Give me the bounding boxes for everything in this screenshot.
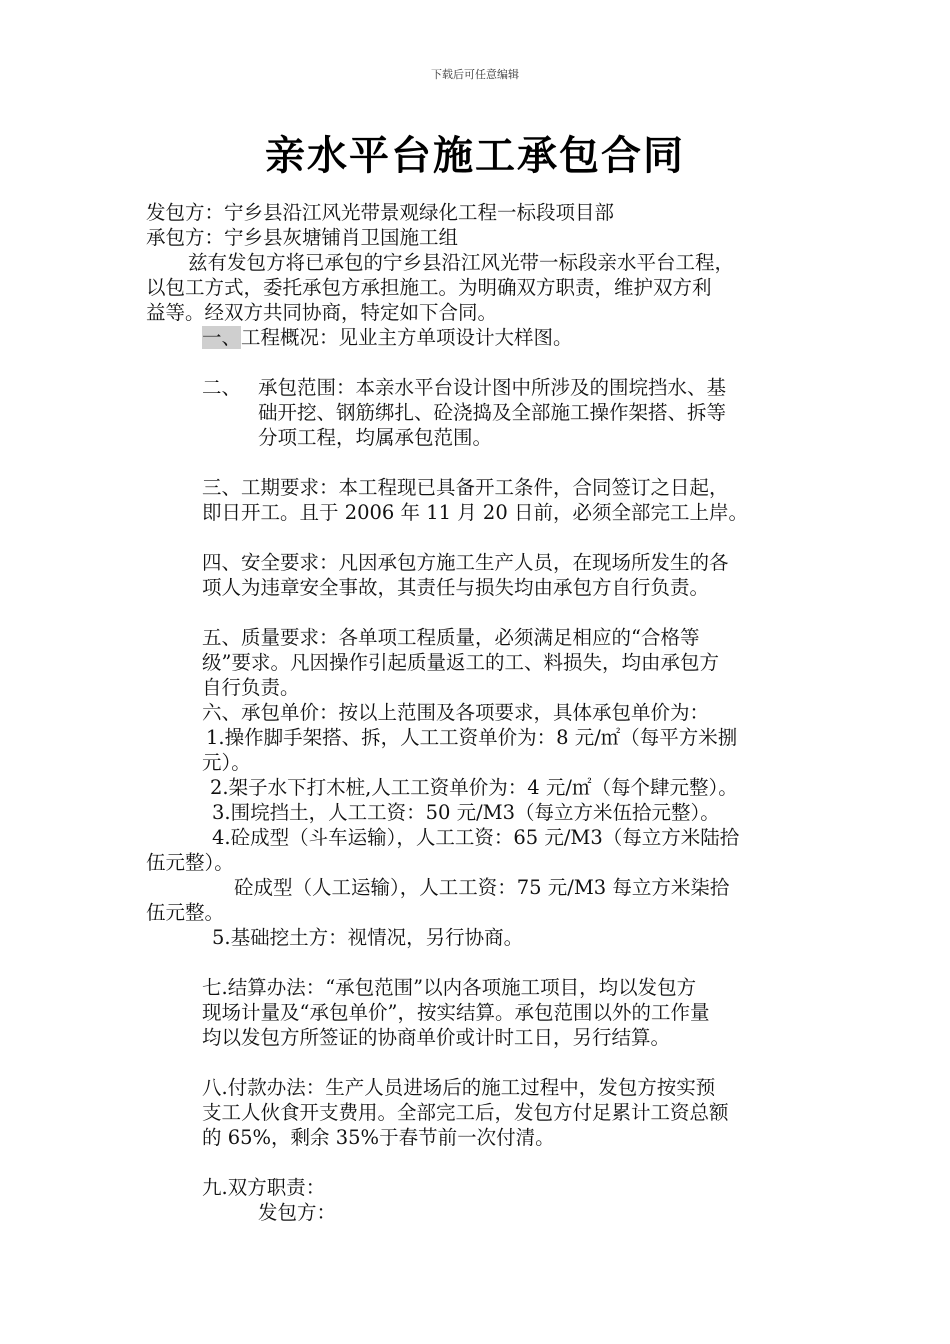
- section-2-line-3: 分项工程，均属承包范围。: [258, 426, 493, 449]
- section-6-heading: 六、承包单价：按以上范围及各项要求，具体承包单价为：: [202, 701, 710, 724]
- section-8-line-2: 支工人伙食开支费用。全部完工后，发包方付足累计工资总额: [202, 1101, 729, 1124]
- section-9-party-a: 发包方：: [258, 1201, 337, 1224]
- section-6-item-4: 4.砼成型（斗车运输），人工工资：65 元/M3（每立方米陆拾: [212, 826, 740, 849]
- intro-line-3: 益等。经双方共同协商，特定如下合同。: [146, 301, 498, 324]
- section-4-line-1: 四、安全要求：凡因承包方施工生产人员，在现场所发生的各: [202, 551, 729, 574]
- intro-line-1: 兹有发包方将已承包的宁乡县沿江风光带一标段亲水平台工程，: [188, 251, 735, 274]
- section-1-number: 一、: [202, 326, 242, 349]
- section-9-heading: 九.双方职责：: [202, 1176, 326, 1199]
- section-2-line-1: 承包范围：本亲水平台设计图中所涉及的围垸挡水、基: [258, 376, 727, 399]
- section-1-text: 工程概况：见业主方单项设计大样图。: [241, 326, 573, 349]
- section-6-item-5: 5.基础挖土方：视情况，另行协商。: [212, 926, 524, 949]
- section-6-item-1-cont: 元）。: [202, 751, 251, 774]
- section-8-line-3: 的 65%，剩余 35%于春节前一次付清。: [202, 1126, 555, 1149]
- section-7-line-2: 现场计量及“承包单价”，按实结算。承包范围以外的工作量: [202, 1001, 710, 1024]
- section-5-line-2: 级”要求。凡因操作引起质量返工的工、料损失，均由承包方: [202, 651, 719, 674]
- section-6-item-4b: 砼成型（人工运输），人工工资：75 元/M3 每立方米柒拾: [234, 876, 730, 899]
- section-7-line-1: 七.结算办法：“承包范围”以内各项施工项目，均以发包方: [202, 976, 697, 999]
- section-6-item-4b-cont: 伍元整。: [146, 901, 225, 924]
- intro-line-2: 以包工方式，委托承包方承担施工。为明确双方职责，维护双方利: [146, 276, 712, 299]
- section-6-item-4-cont: 伍元整）。: [146, 851, 234, 874]
- section-6-item-2: 2.架子水下打木桩,人工工资单价为：4 元/㎡（每个肆元整）。: [210, 776, 738, 799]
- section-2-number: 二、: [202, 376, 242, 399]
- party-a: 发包方：宁乡县沿江风光带景观绿化工程一标段项目部: [146, 201, 615, 224]
- document-title: 亲水平台施工承包合同: [265, 132, 685, 179]
- section-8-line-1: 八.付款办法：生产人员进场后的施工过程中，发包方按实预: [202, 1076, 716, 1099]
- section-7-line-3: 均以发包方所签证的协商单价或计时工日，另行结算。: [202, 1026, 671, 1049]
- section-1: [202, 325, 573, 350]
- section-3-line-1: 三、工期要求：本工程现已具备开工条件，合同签订之日起，: [202, 476, 729, 499]
- header-note: 下载后可任意编辑: [431, 68, 519, 81]
- party-b: 承包方：宁乡县灰塘铺肖卫国施工组: [146, 226, 459, 249]
- section-4-line-2: 项人为违章安全事故，其责任与损失均由承包方自行负责。: [202, 576, 710, 599]
- section-3-line-2: 即日开工。且于 2006 年 11 月 20 日前，必须全部完工上岸。: [202, 501, 748, 524]
- section-5-line-3: 自行负责。: [202, 676, 300, 699]
- section-2-line-2: 础开挖、钢筋绑扎、砼浇捣及全部施工操作架搭、拆等: [258, 401, 727, 424]
- section-5-line-1: 五、质量要求：各单项工程质量，必须满足相应的“合格等: [202, 626, 700, 649]
- section-6-item-3: 3.围垸挡土，人工工资：50 元/M3（每立方米伍拾元整）。: [212, 801, 720, 824]
- section-6-item-1: 1.操作脚手架搭、拆，人工工资单价为：8 元/㎡（每平方米捌: [206, 726, 738, 749]
